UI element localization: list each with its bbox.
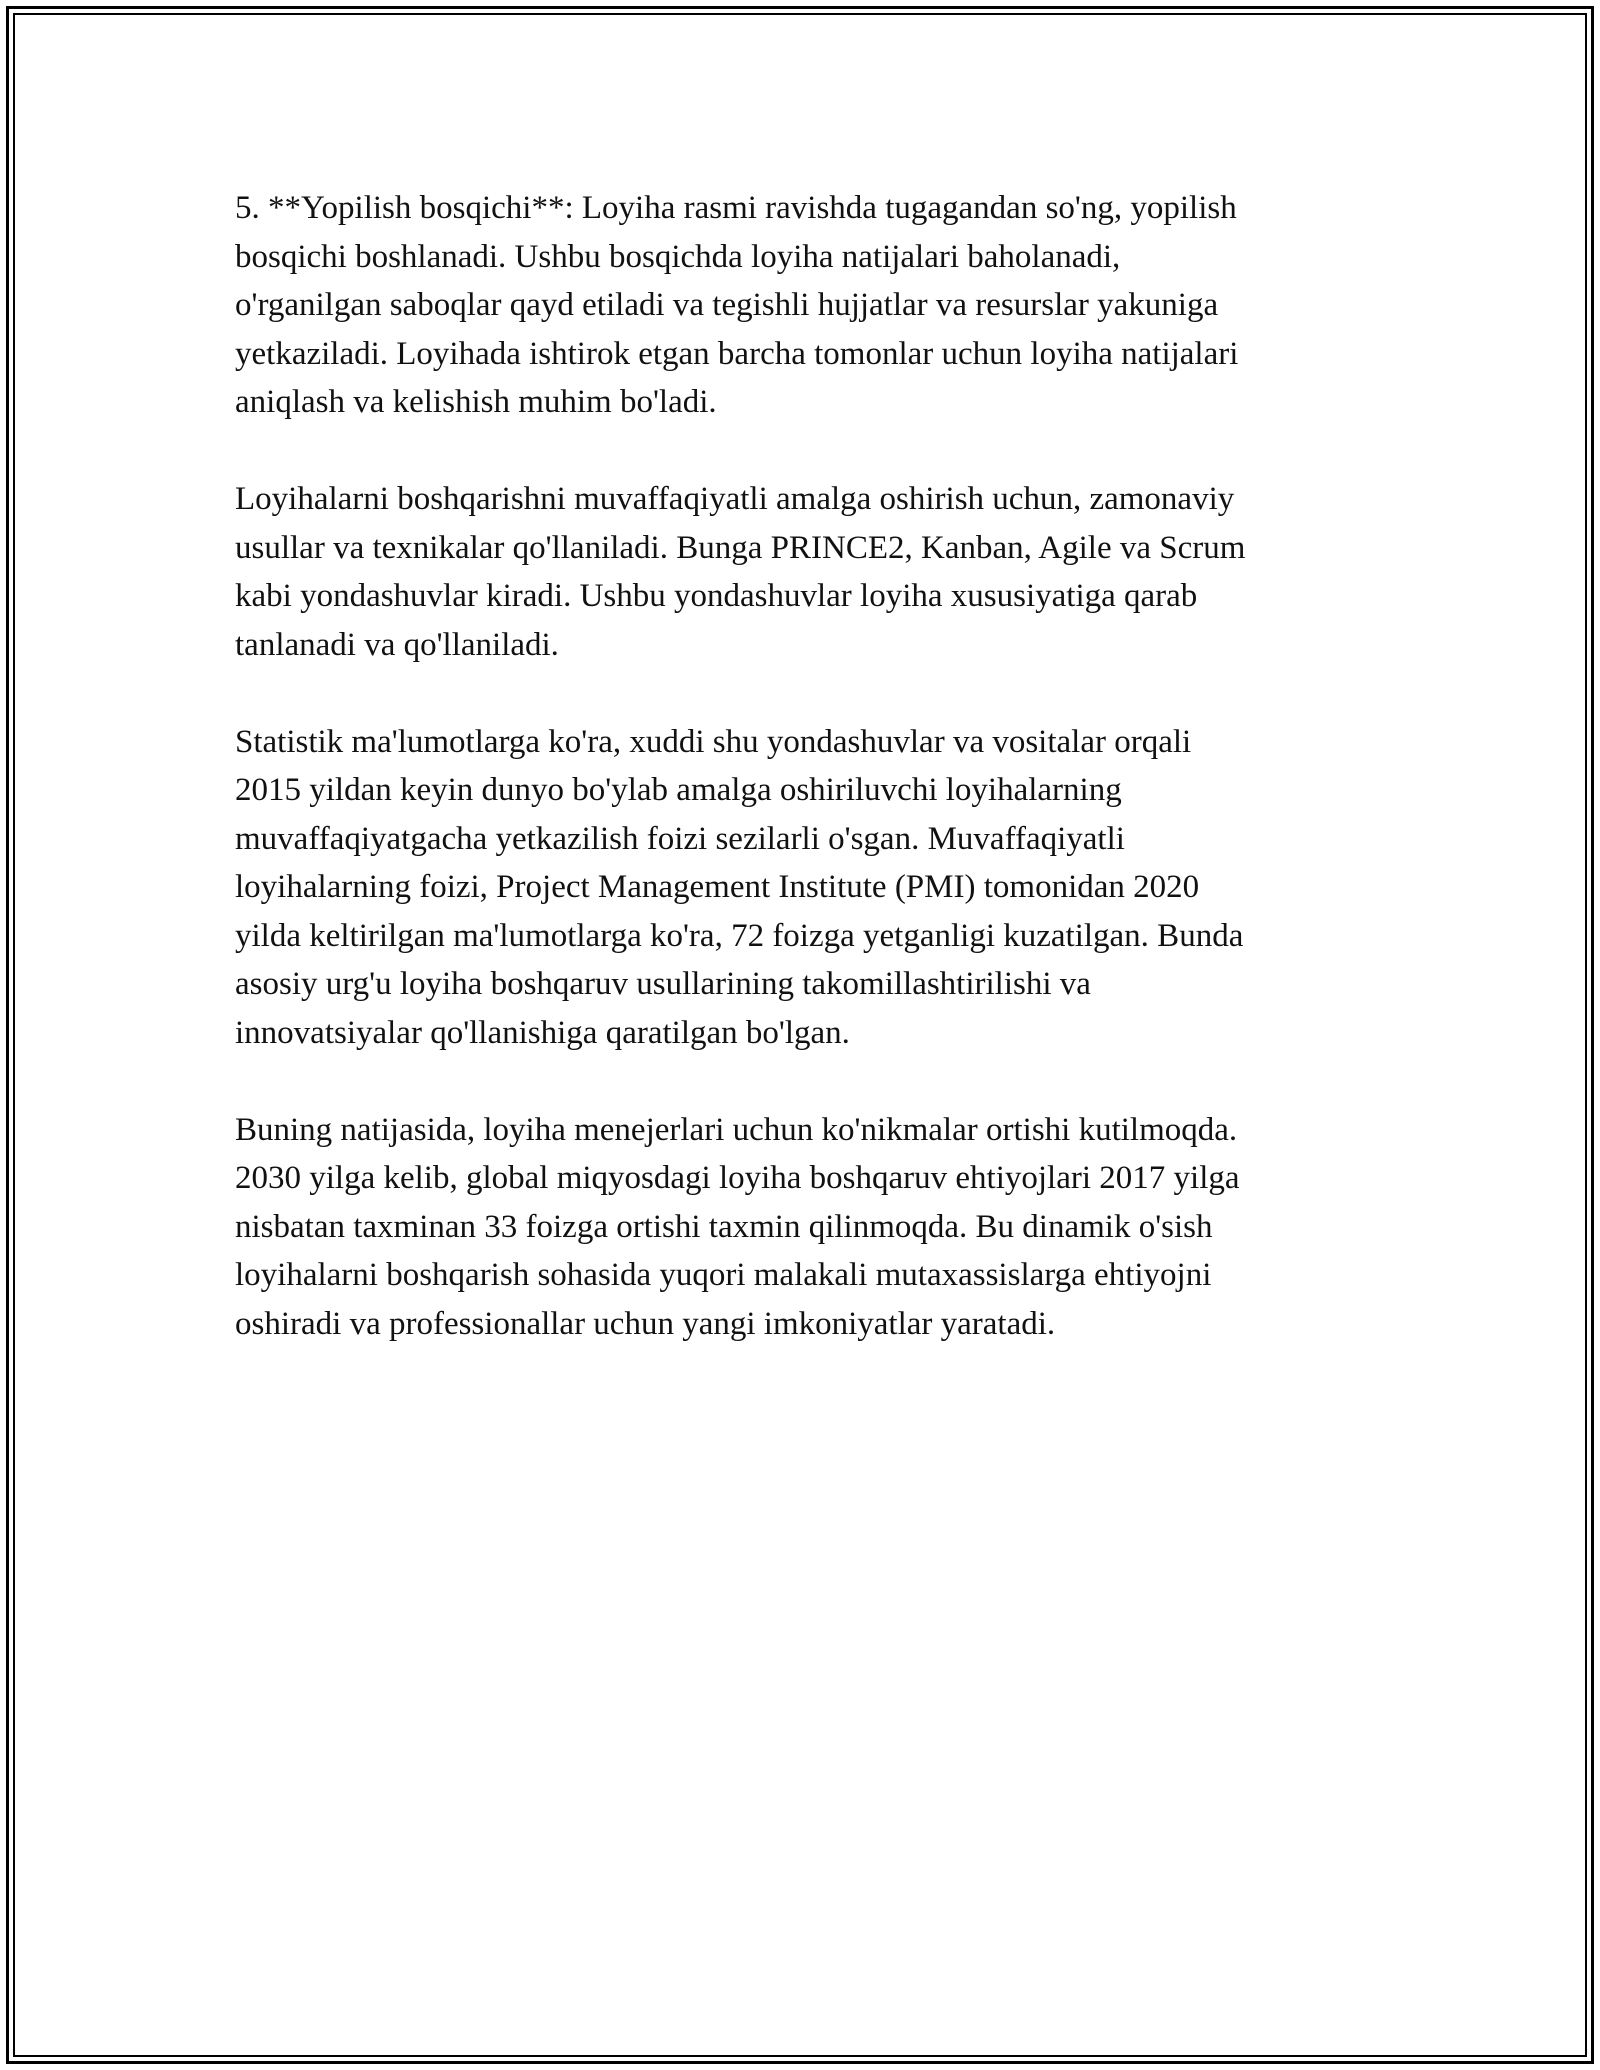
text-line: loyihalarni boshqarish sohasida yuqori malakali mutaxassislarga ehtiyojni bbox=[235, 1257, 1212, 1293]
text-line: kabi yondashuvlar kiradi. Ushbu yondashuvlar loyiha xususiyatiga qarab bbox=[235, 578, 1198, 614]
text-line: muvaffaqiyatgacha yetkazilish foizi sezilarli o'sgan. Muvaffaqiyatli bbox=[235, 820, 1125, 857]
text-line: Statistik ma'lumotlarga ko'ra, xuddi shu yondashuvlar va vositalar orqali bbox=[235, 723, 1192, 760]
text-line: asosiy urg'u loyiha boshqaruv usullarining takomillashtirilishi va bbox=[235, 966, 1091, 1002]
text-line: loyihalarning foizi, Project Management Institute (PMI) tomonidan 2020 bbox=[235, 869, 1200, 905]
paragraph-statistics bbox=[235, 718, 1385, 1058]
text-line: innovatsiyalar qo'llanishiga qaratilgan bo'lgan. bbox=[235, 1014, 850, 1051]
paragraph-closing-phase bbox=[235, 184, 1385, 427]
text-line: Loyihalarni boshqarishni muvaffaqiyatli amalga oshirish uchun, zamonaviy bbox=[235, 481, 1235, 517]
text-line: usullar va texnikalar qo'llaniladi. Bunga PRINCE2, Kanban, Agile va Scrum bbox=[235, 529, 1246, 566]
text-line: Buning natijasida, loyiha menejerlari uchun ko'nikmalar ortishi kutilmoqda. bbox=[235, 1111, 1238, 1148]
paragraph-methods bbox=[235, 475, 1385, 669]
text-line: nisbatan taxminan 33 foizga ortishi taxmin qilinmoqda. Bu dinamik o'sish bbox=[235, 1208, 1213, 1245]
text-line: bosqichi boshlanadi. Ushbu bosqichda loyiha natijalari baholanadi, bbox=[235, 238, 1121, 275]
text-line: 5. **Yopilish bosqichi**: Loyiha rasmi ravishda tugagandan so'ng, yopilish bbox=[235, 190, 1237, 226]
text-line: yilda keltirilgan ma'lumotlarga ko'ra, 72 foizga yetganligi kuzatilgan. Bunda bbox=[235, 917, 1244, 954]
text-line: 2015 yildan keyin dunyo bo'ylab amalga oshiriluvchi loyihalarning bbox=[235, 772, 1122, 808]
text-line: yetkaziladi. Loyihada ishtirok etgan barcha tomonlar uchun loyiha natijalari bbox=[235, 335, 1239, 372]
document-body bbox=[235, 184, 1385, 1397]
text-line: tanlanadi va qo'llaniladi. bbox=[235, 626, 559, 663]
text-line: 2030 yilga kelib, global miqyosdagi loyiha boshqaruv ehtiyojlari 2017 yilga bbox=[235, 1160, 1240, 1196]
text-line: o'rganilgan saboqlar qayd etiladi va tegishli hujjatlar va resurslar yakuniga bbox=[235, 287, 1219, 323]
text-line: oshiradi va professionallar uchun yangi imkoniyatlar yaratadi. bbox=[235, 1305, 1056, 1342]
text-line: aniqlash va kelishish muhim bo'ladi. bbox=[235, 384, 717, 420]
paragraph-outlook bbox=[235, 1106, 1385, 1349]
